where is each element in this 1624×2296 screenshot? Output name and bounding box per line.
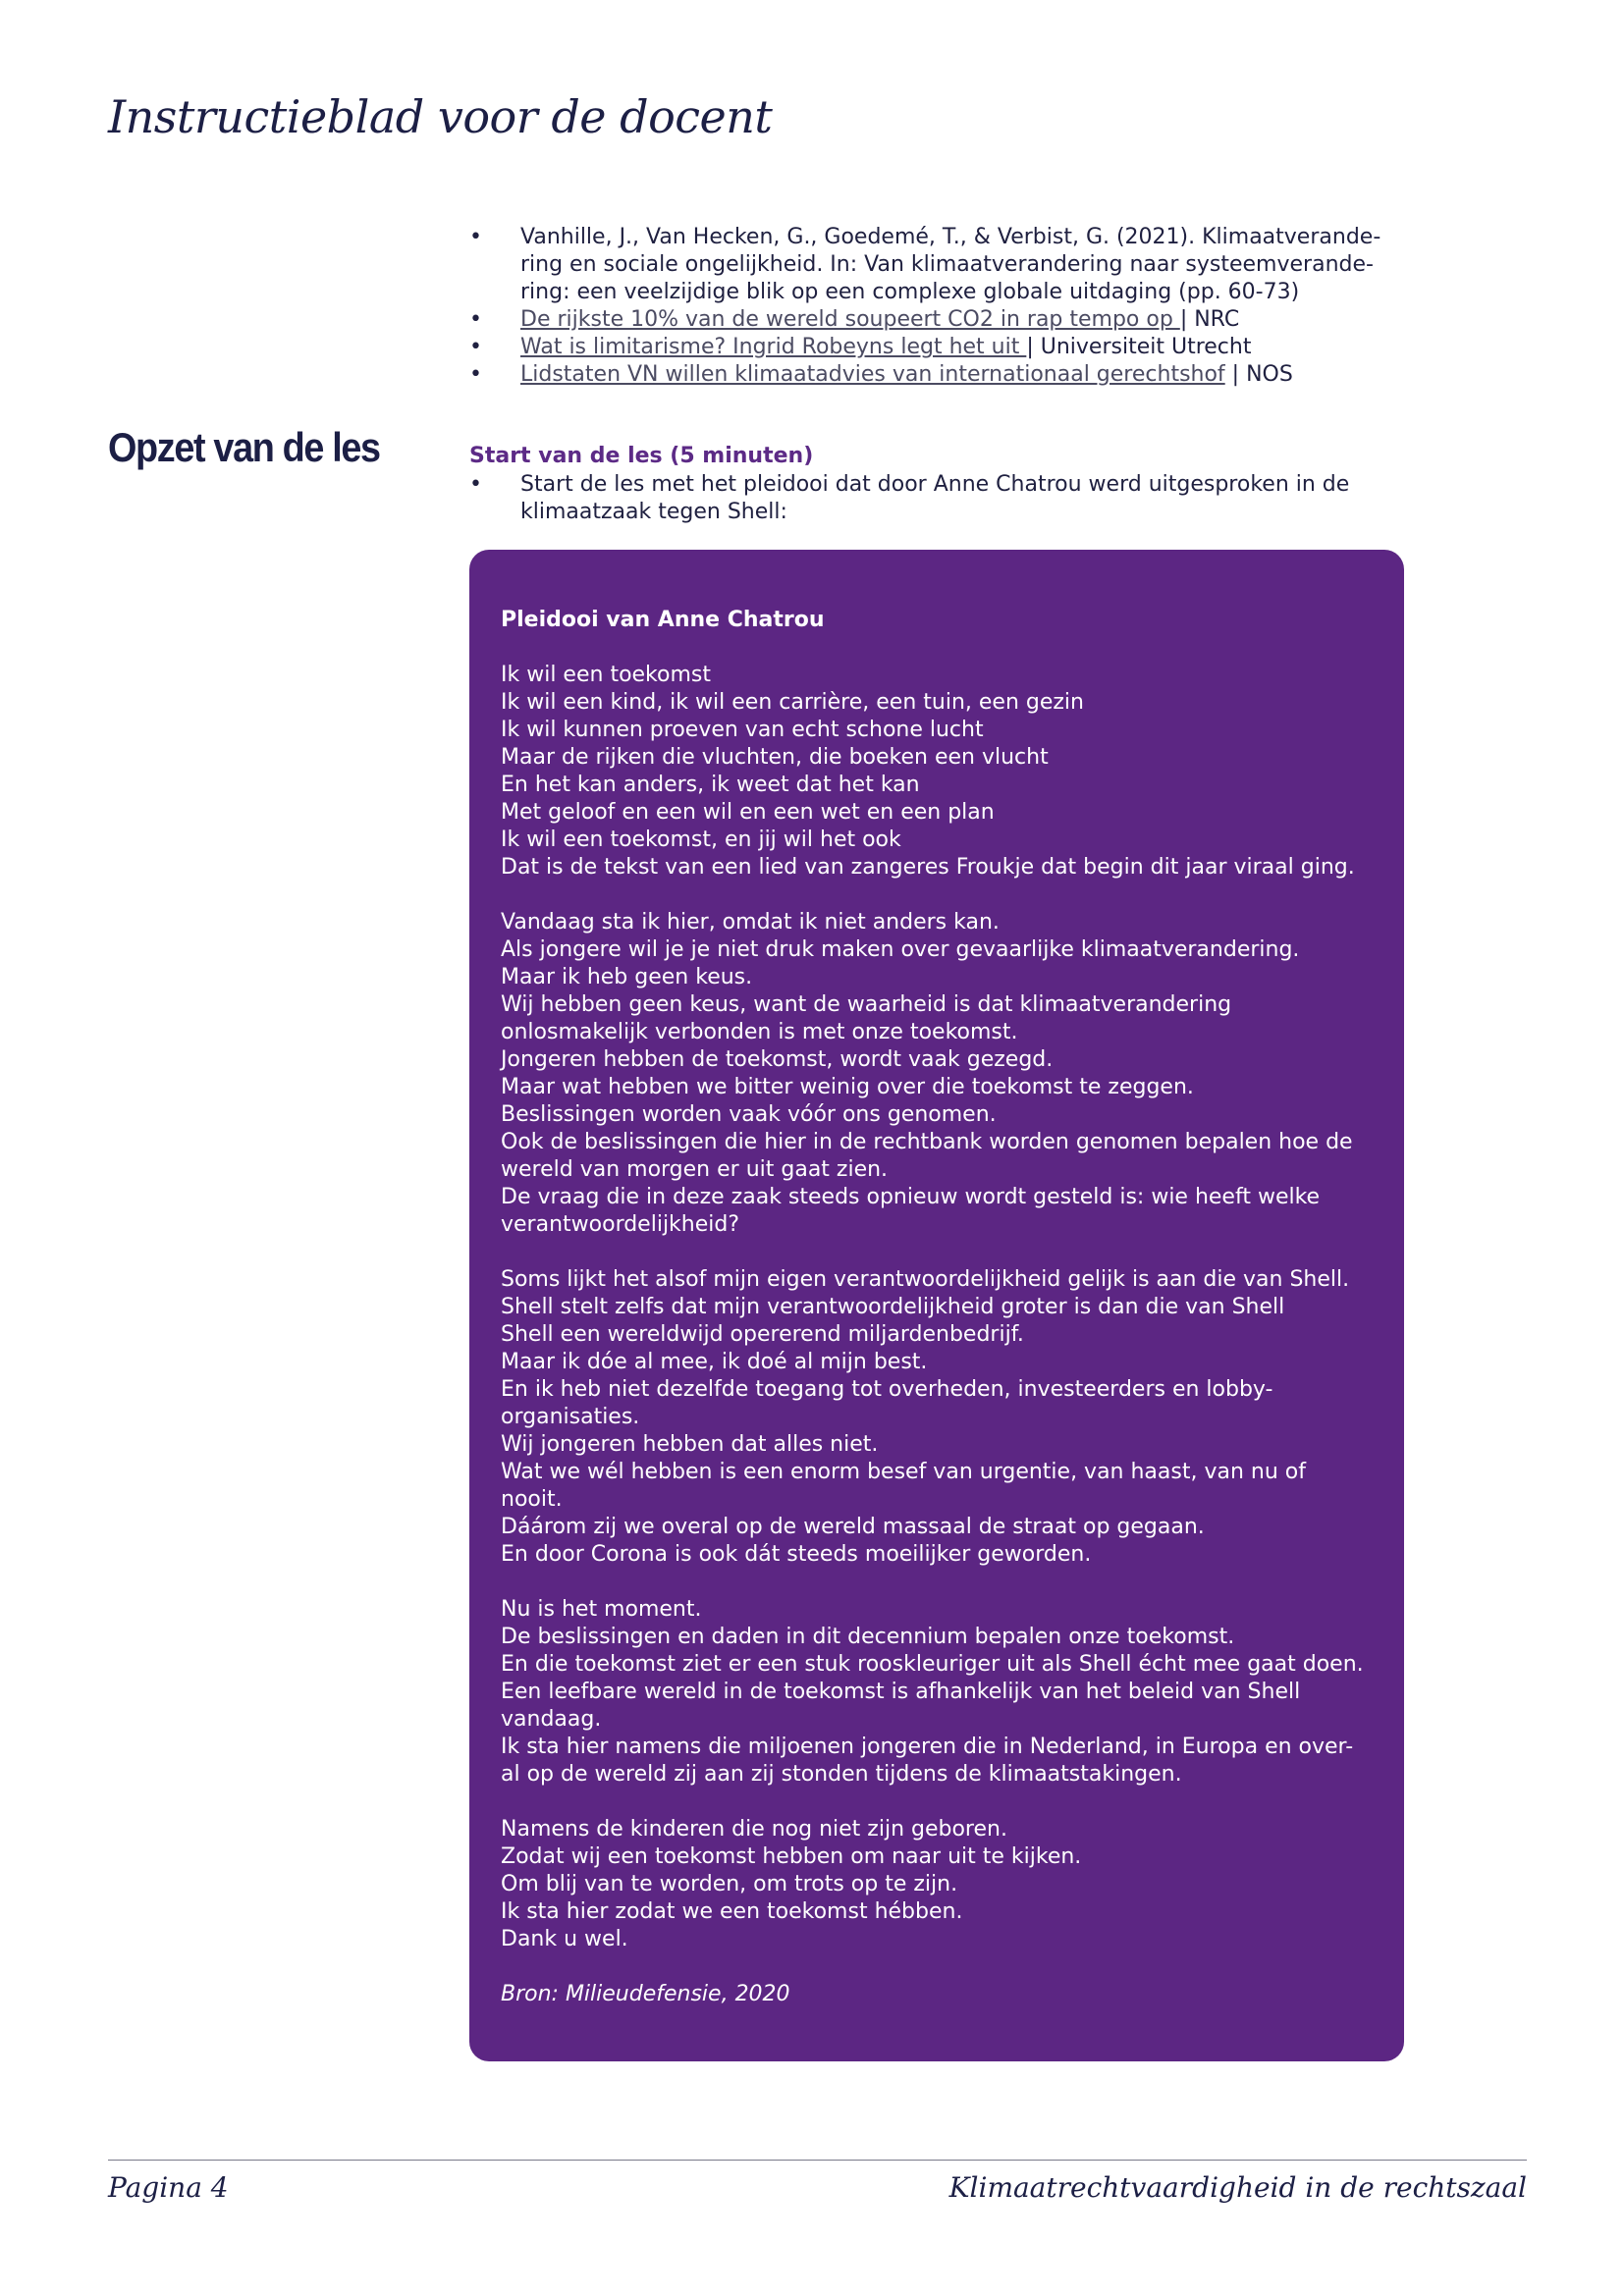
- quote-line: Jongeren hebben de toekomst, wordt vaak gezegd.: [501, 1047, 1054, 1072]
- quote-stanza: [501, 909, 1375, 1239]
- quote-line: Ik sta hier namens die miljoenen jongeren die in Nederland, in Europa en over-: [501, 1735, 1354, 1759]
- bullet-icon: •: [469, 225, 482, 249]
- quote-line: organisaties.: [501, 1405, 640, 1429]
- quote-line: Ik wil een toekomst: [501, 663, 711, 687]
- quote-stanza: [501, 1596, 1375, 1789]
- bullet-icon: •: [469, 472, 482, 497]
- reference-source: | NRC: [1179, 307, 1240, 332]
- quote-line: Ik wil een kind, ik wil een carrière, een tuin, een gezin: [501, 690, 1084, 715]
- quote-line: Beslissingen worden vaak vóór ons genomen.: [501, 1102, 997, 1127]
- intro-text: Start de les met het pleidooi dat door Anne Chatrou werd uitgesproken in de klimaatzaak tegen Shell:: [520, 472, 1350, 524]
- quote-line: Wij hebben geen keus, want de waarheid is dat klimaatverandering: [501, 992, 1232, 1017]
- quote-line: De beslissingen en daden in dit decennium bepalen onze toekomst.: [501, 1625, 1235, 1649]
- quote-line: Maar de rijken die vluchten, die boeken een vlucht: [501, 745, 1049, 770]
- quote-stanza: [501, 1816, 1375, 1953]
- quote-line: De vraag die in deze zaak steeds opnieuw wordt gesteld is: wie heeft welke: [501, 1185, 1321, 1209]
- reference-item: [467, 334, 1410, 361]
- quote-line: onlosmakelijk verbonden is met onze toekomst.: [501, 1020, 1018, 1044]
- reference-item: [467, 224, 1410, 306]
- quote-line: Ook de beslissingen die hier in de rechtbank worden genomen bepalen hoe de: [501, 1130, 1353, 1154]
- bullet-icon: •: [469, 335, 482, 359]
- quote-line: Wij jongeren hebben dat alles niet.: [501, 1432, 879, 1457]
- quote-line: nooit.: [501, 1487, 563, 1512]
- quote-line: Als jongere wil je je niet druk maken over gevaarlijke klimaatverandering.: [501, 937, 1300, 962]
- quote-stanza: [501, 1266, 1375, 1569]
- reference-link-uu[interactable]: Wat is limitarisme? Ingrid Robeyns legt het uit: [520, 335, 1027, 359]
- quote-line: Nu is het moment.: [501, 1597, 702, 1622]
- quote-line: Vandaag sta ik hier, omdat ik niet anders kan.: [501, 910, 1000, 934]
- quote-line: Wat we wél hebben is een enorm besef van urgentie, van haast, van nu of: [501, 1460, 1306, 1484]
- intro-list: [469, 471, 1373, 526]
- quote-line: Dank u wel.: [501, 1927, 628, 1951]
- reference-item: [467, 306, 1410, 334]
- quote-line: Shell een wereldwijd opererend miljardenbedrijf.: [501, 1322, 1024, 1347]
- quote-line: verantwoordelijkheid?: [501, 1212, 740, 1237]
- quote-line: Shell stelt zelfs dat mijn verantwoordelijkheid groter is dan die van Shell: [501, 1295, 1285, 1319]
- reference-text: Vanhille, J., Van Hecken, G., Goedemé, T., & Verbist, G. (2021). Klimaatverande-ring en sociale ongelijkheid. In: Van klimaatverandering naar systeemverande-ring: een veelzijdige blik op een complexe globale uitdaging (pp. 60-73): [520, 225, 1381, 304]
- quote-line: En ik heb niet dezelfde toegang tot overheden, investeerders en lobby-: [501, 1377, 1273, 1402]
- bullet-icon: •: [469, 362, 482, 387]
- quote-line: Maar wat hebben we bitter weinig over die toekomst te zeggen.: [501, 1075, 1194, 1099]
- reference-source: | Universiteit Utrecht: [1026, 335, 1252, 359]
- page-number: Pagina 4: [108, 2171, 229, 2204]
- quote-line: En door Corona is ook dát steeds moeilijker geworden.: [501, 1542, 1092, 1567]
- document-title: Klimaatrechtvaardigheid in de rechtszaal: [948, 2171, 1527, 2204]
- quote-line: wereld van morgen er uit gaat zien.: [501, 1157, 889, 1182]
- reference-source: | NOS: [1224, 362, 1293, 387]
- footer-divider: [108, 2160, 1527, 2161]
- bullet-icon: •: [469, 307, 482, 332]
- quote-line: Maar ik heb geen keus.: [501, 965, 753, 989]
- quote-stanza: [501, 662, 1375, 881]
- quote-line: Een leefbare wereld in de toekomst is afhankelijk van het beleid van Shell: [501, 1680, 1301, 1704]
- quote-box: [469, 550, 1404, 2061]
- quote-line: Zodat wij een toekomst hebben om naar uit te kijken.: [501, 1844, 1082, 1869]
- quote-line: En die toekomst ziet er een stuk rooskleuriger uit als Shell écht mee gaat doen.: [501, 1652, 1364, 1677]
- quote-line: Ik wil kunnen proeven van echt schone lucht: [501, 718, 984, 742]
- quote-line: vandaag.: [501, 1707, 602, 1732]
- quote-line: al op de wereld zij aan zij stonden tijdens de klimaatstakingen.: [501, 1762, 1182, 1787]
- quote-line: Met geloof en een wil en een wet en een plan: [501, 800, 995, 825]
- quote-title: Pleidooi van Anne Chatrou: [501, 608, 825, 632]
- page-header-title: Instructieblad voor de docent: [108, 90, 773, 143]
- reference-list: [467, 224, 1410, 389]
- reference-link-nos[interactable]: Lidstaten VN willen klimaatadvies van internationaal gerechtshof: [520, 362, 1225, 387]
- quote-line: Dat is de tekst van een lied van zangeres Froukje dat begin dit jaar viraal ging.: [501, 855, 1355, 880]
- quote-line: Om blij van te worden, om trots op te zijn.: [501, 1872, 958, 1896]
- quote-source: Bron: Milieudefensie, 2020: [501, 1982, 790, 2006]
- reference-item: [467, 361, 1410, 389]
- quote-line: Ik wil een toekomst, en jij wil het ook: [501, 828, 901, 852]
- lesson-start-subheading: Start van de les (5 minuten): [469, 444, 814, 468]
- quote-line: Namens de kinderen die nog niet zijn geboren.: [501, 1817, 1007, 1842]
- intro-item: [469, 471, 1373, 526]
- quote-line: Dáárom zij we overal op de wereld massaal de straat op gegaan.: [501, 1515, 1205, 1539]
- quote-line: Ik sta hier zodat we een toekomst hébben.: [501, 1899, 963, 1924]
- section-title: Opzet van de les: [108, 424, 380, 470]
- quote-line: En het kan anders, ik weet dat het kan: [501, 773, 920, 797]
- reference-link-nrc[interactable]: De rijkste 10% van de wereld soupeert CO2 in rap tempo op: [520, 307, 1180, 332]
- quote-body: [501, 662, 1375, 1953]
- quote-line: Maar ik dóe al mee, ik doé al mijn best.: [501, 1350, 928, 1374]
- quote-line: Soms lijkt het alsof mijn eigen verantwoordelijkheid gelijk is aan die van Shell.: [501, 1267, 1350, 1292]
